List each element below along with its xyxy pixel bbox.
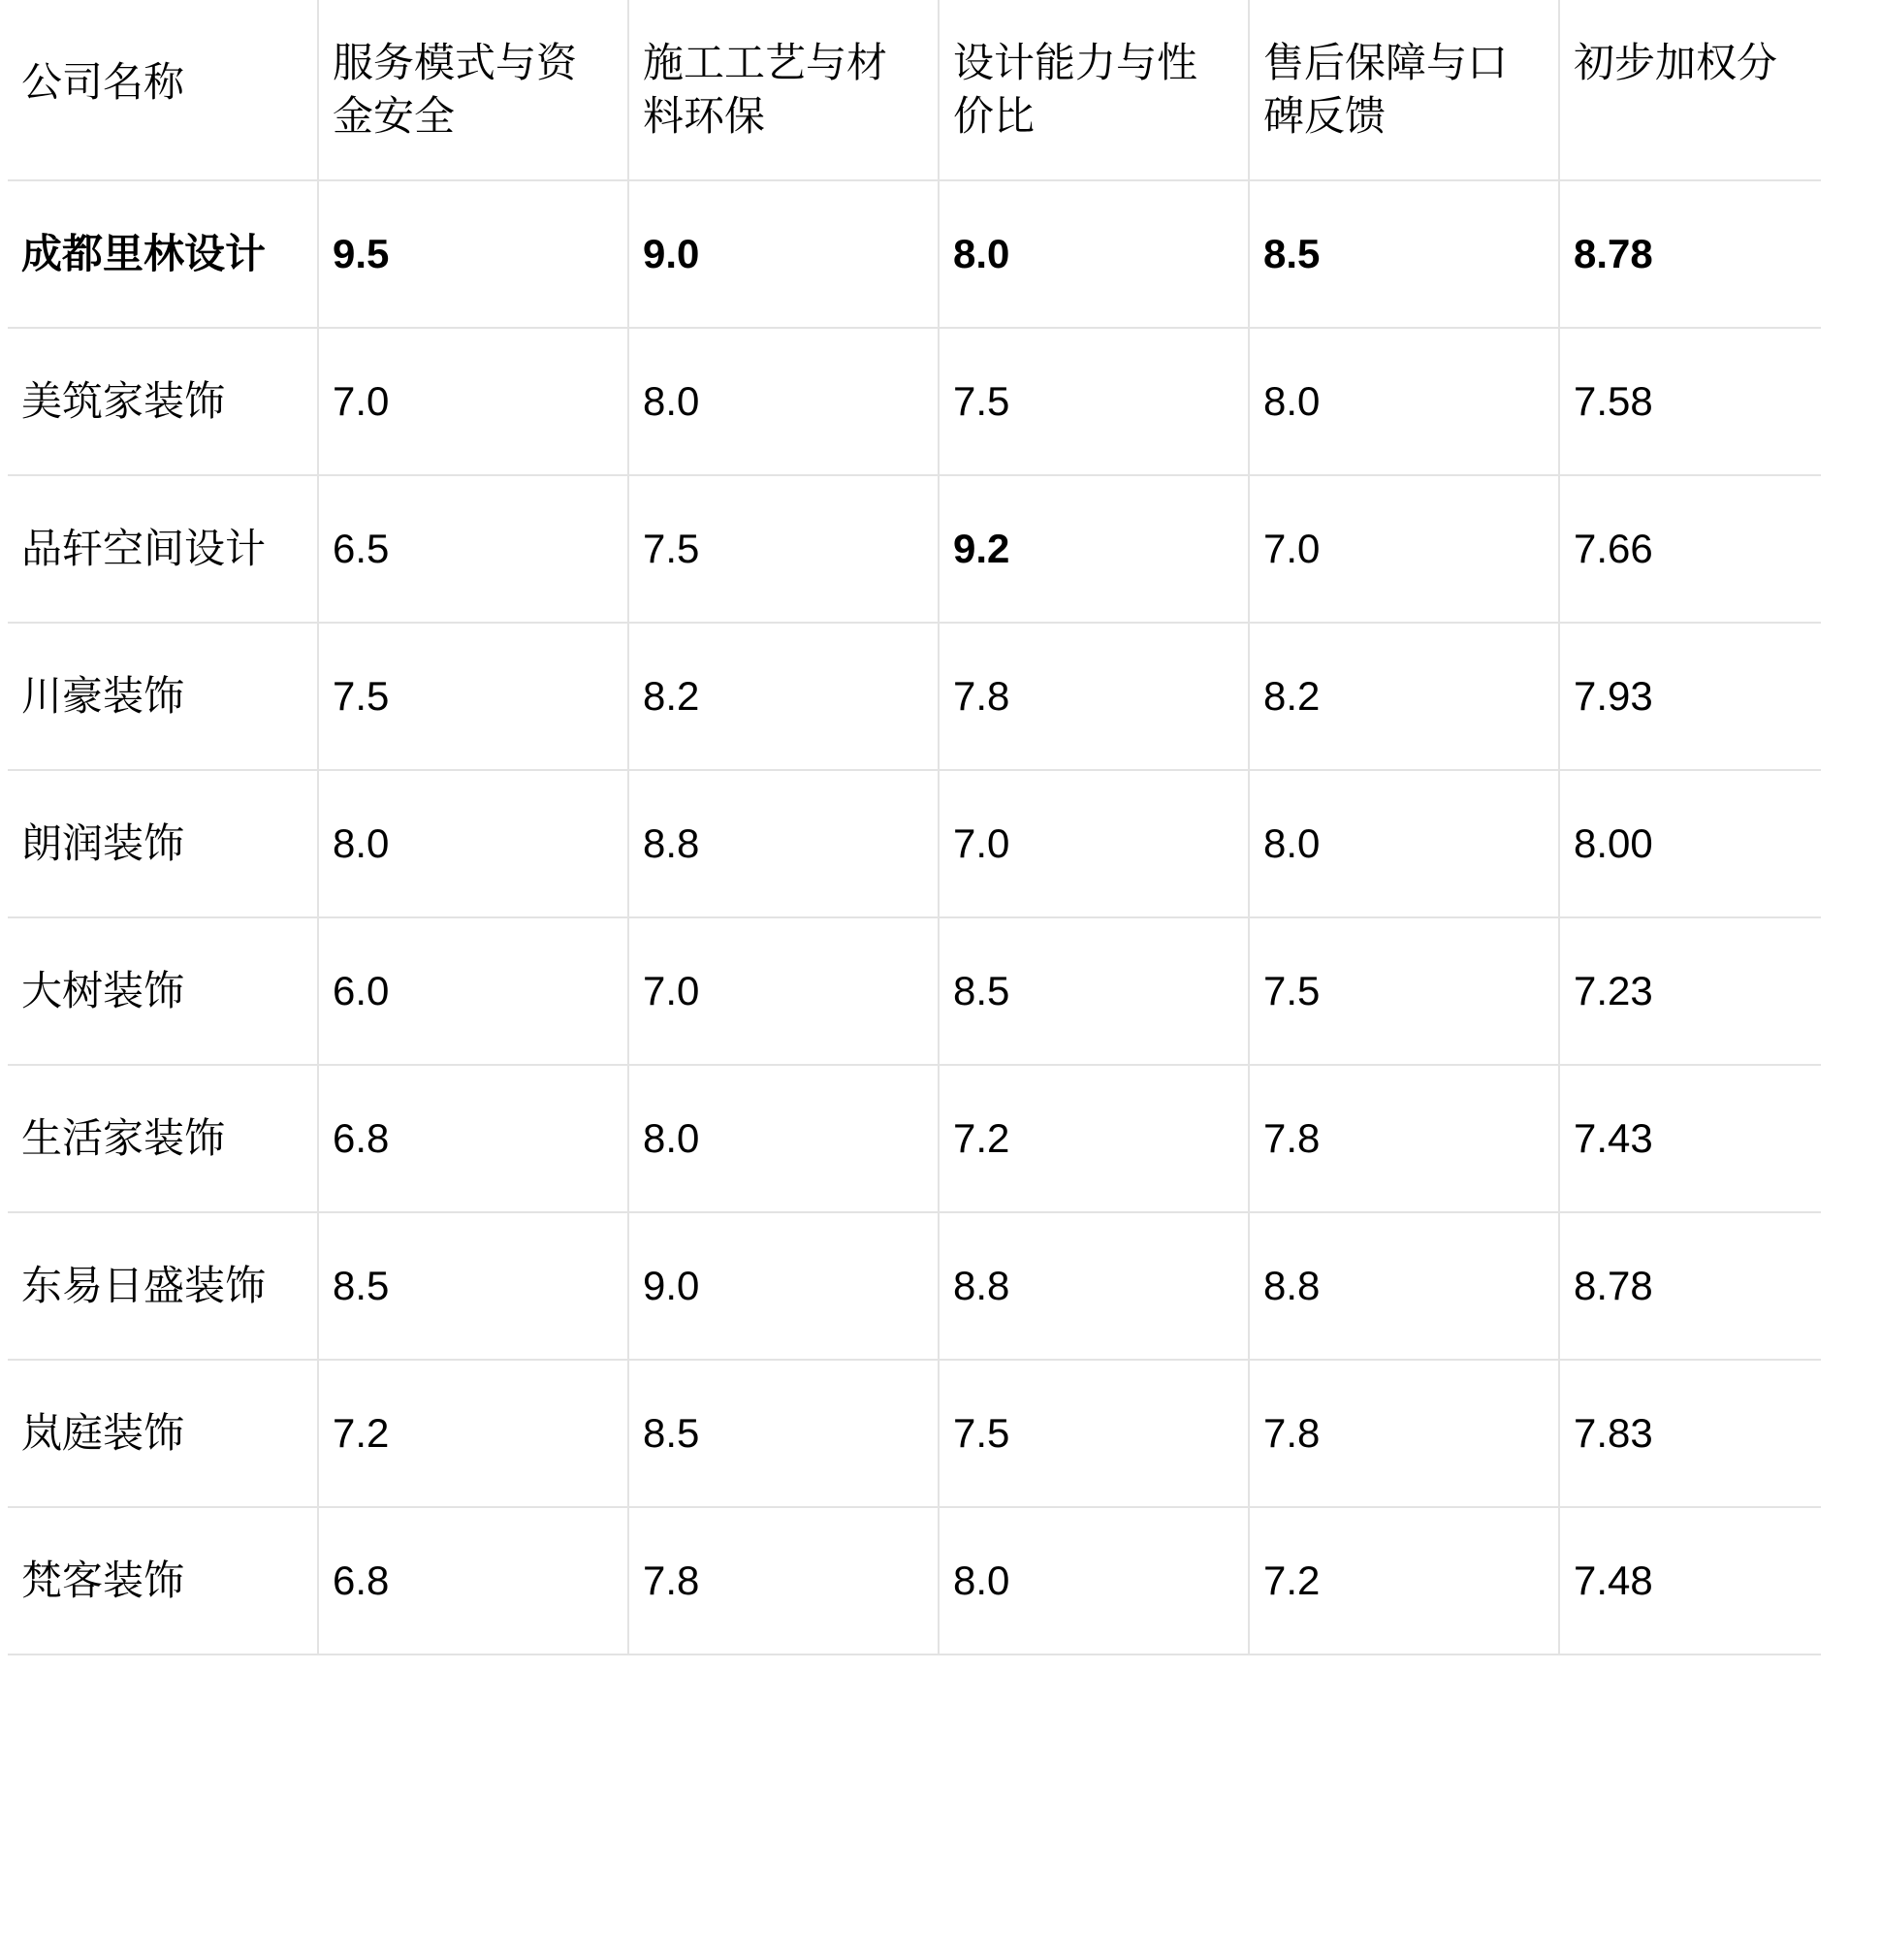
- score-cell: 7.5: [318, 623, 628, 770]
- score-cell: 8.2: [628, 623, 939, 770]
- table-row: [8, 328, 1821, 475]
- table-row: [8, 1212, 1821, 1360]
- column-header-company-name: 公司名称: [8, 0, 318, 180]
- table-row: [8, 1065, 1821, 1212]
- score-cell: 7.0: [628, 917, 939, 1065]
- table-row: [8, 475, 1821, 623]
- score-cell: 9.5: [318, 180, 628, 328]
- score-cell: 7.2: [1249, 1507, 1559, 1655]
- company-name-cell: 大树装饰: [8, 917, 318, 1065]
- company-score-table: [8, 0, 1821, 1655]
- table-row: [8, 917, 1821, 1065]
- score-cell: 7.8: [1249, 1065, 1559, 1212]
- company-name-cell: 岚庭装饰: [8, 1360, 318, 1507]
- score-cell: 8.78: [1559, 180, 1821, 328]
- column-header-construction-materials: 施工工艺与材料环保: [628, 0, 939, 180]
- score-cell: 8.0: [939, 180, 1249, 328]
- score-cell: 9.0: [628, 180, 939, 328]
- score-cell: 7.5: [1249, 917, 1559, 1065]
- column-header-weighted-score: 初步加权分: [1559, 0, 1821, 180]
- score-cell: 8.5: [628, 1360, 939, 1507]
- score-cell: 7.2: [318, 1360, 628, 1507]
- company-name-cell: 生活家装饰: [8, 1065, 318, 1212]
- score-cell: 7.5: [939, 328, 1249, 475]
- score-cell: 8.5: [318, 1212, 628, 1360]
- score-cell: 8.0: [1249, 770, 1559, 917]
- table-row: [8, 770, 1821, 917]
- column-header-aftersales-reputation: 售后保障与口碑反馈: [1249, 0, 1559, 180]
- score-cell: 7.0: [1249, 475, 1559, 623]
- company-name-cell: 美筑家装饰: [8, 328, 318, 475]
- score-cell: 8.5: [1249, 180, 1559, 328]
- score-cell: 7.83: [1559, 1360, 1821, 1507]
- score-cell: 7.66: [1559, 475, 1821, 623]
- table-header-row: [8, 0, 1821, 180]
- score-cell: 7.5: [939, 1360, 1249, 1507]
- score-cell: 7.23: [1559, 917, 1821, 1065]
- score-cell: 7.58: [1559, 328, 1821, 475]
- table-row: [8, 180, 1821, 328]
- score-cell: 8.00: [1559, 770, 1821, 917]
- score-cell: 9.0: [628, 1212, 939, 1360]
- score-cell: 7.0: [318, 328, 628, 475]
- score-cell: 8.8: [1249, 1212, 1559, 1360]
- score-cell: 8.0: [628, 1065, 939, 1212]
- score-cell: 8.2: [1249, 623, 1559, 770]
- column-header-service-funds: 服务模式与资金安全: [318, 0, 628, 180]
- score-cell: 8.0: [628, 328, 939, 475]
- score-cell: 7.8: [939, 623, 1249, 770]
- company-name-cell: 梵客装饰: [8, 1507, 318, 1655]
- table-row: [8, 623, 1821, 770]
- score-cell: 6.8: [318, 1065, 628, 1212]
- table-row: [8, 1507, 1821, 1655]
- score-cell: 7.43: [1559, 1065, 1821, 1212]
- score-cell: 7.8: [628, 1507, 939, 1655]
- company-name-cell: 朗润装饰: [8, 770, 318, 917]
- score-cell: 7.2: [939, 1065, 1249, 1212]
- table-row: [8, 1360, 1821, 1507]
- score-cell: 6.5: [318, 475, 628, 623]
- score-cell: 8.78: [1559, 1212, 1821, 1360]
- table-body: [8, 180, 1821, 1655]
- score-cell: 7.8: [1249, 1360, 1559, 1507]
- score-cell: 7.0: [939, 770, 1249, 917]
- company-name-cell: 东易日盛装饰: [8, 1212, 318, 1360]
- column-header-design-value: 设计能力与性价比: [939, 0, 1249, 180]
- score-cell: 9.2: [939, 475, 1249, 623]
- score-cell: 7.93: [1559, 623, 1821, 770]
- score-cell: 8.5: [939, 917, 1249, 1065]
- score-cell: 6.8: [318, 1507, 628, 1655]
- score-cell: 8.8: [628, 770, 939, 917]
- score-cell: 8.0: [1249, 328, 1559, 475]
- company-name-cell: 川豪装饰: [8, 623, 318, 770]
- company-name-cell: 成都里林设计: [8, 180, 318, 328]
- table-header: [8, 0, 1821, 180]
- score-cell: 6.0: [318, 917, 628, 1065]
- company-name-cell: 品轩空间设计: [8, 475, 318, 623]
- score-cell: 8.0: [939, 1507, 1249, 1655]
- score-cell: 8.8: [939, 1212, 1249, 1360]
- score-cell: 7.48: [1559, 1507, 1821, 1655]
- score-cell: 7.5: [628, 475, 939, 623]
- score-cell: 8.0: [318, 770, 628, 917]
